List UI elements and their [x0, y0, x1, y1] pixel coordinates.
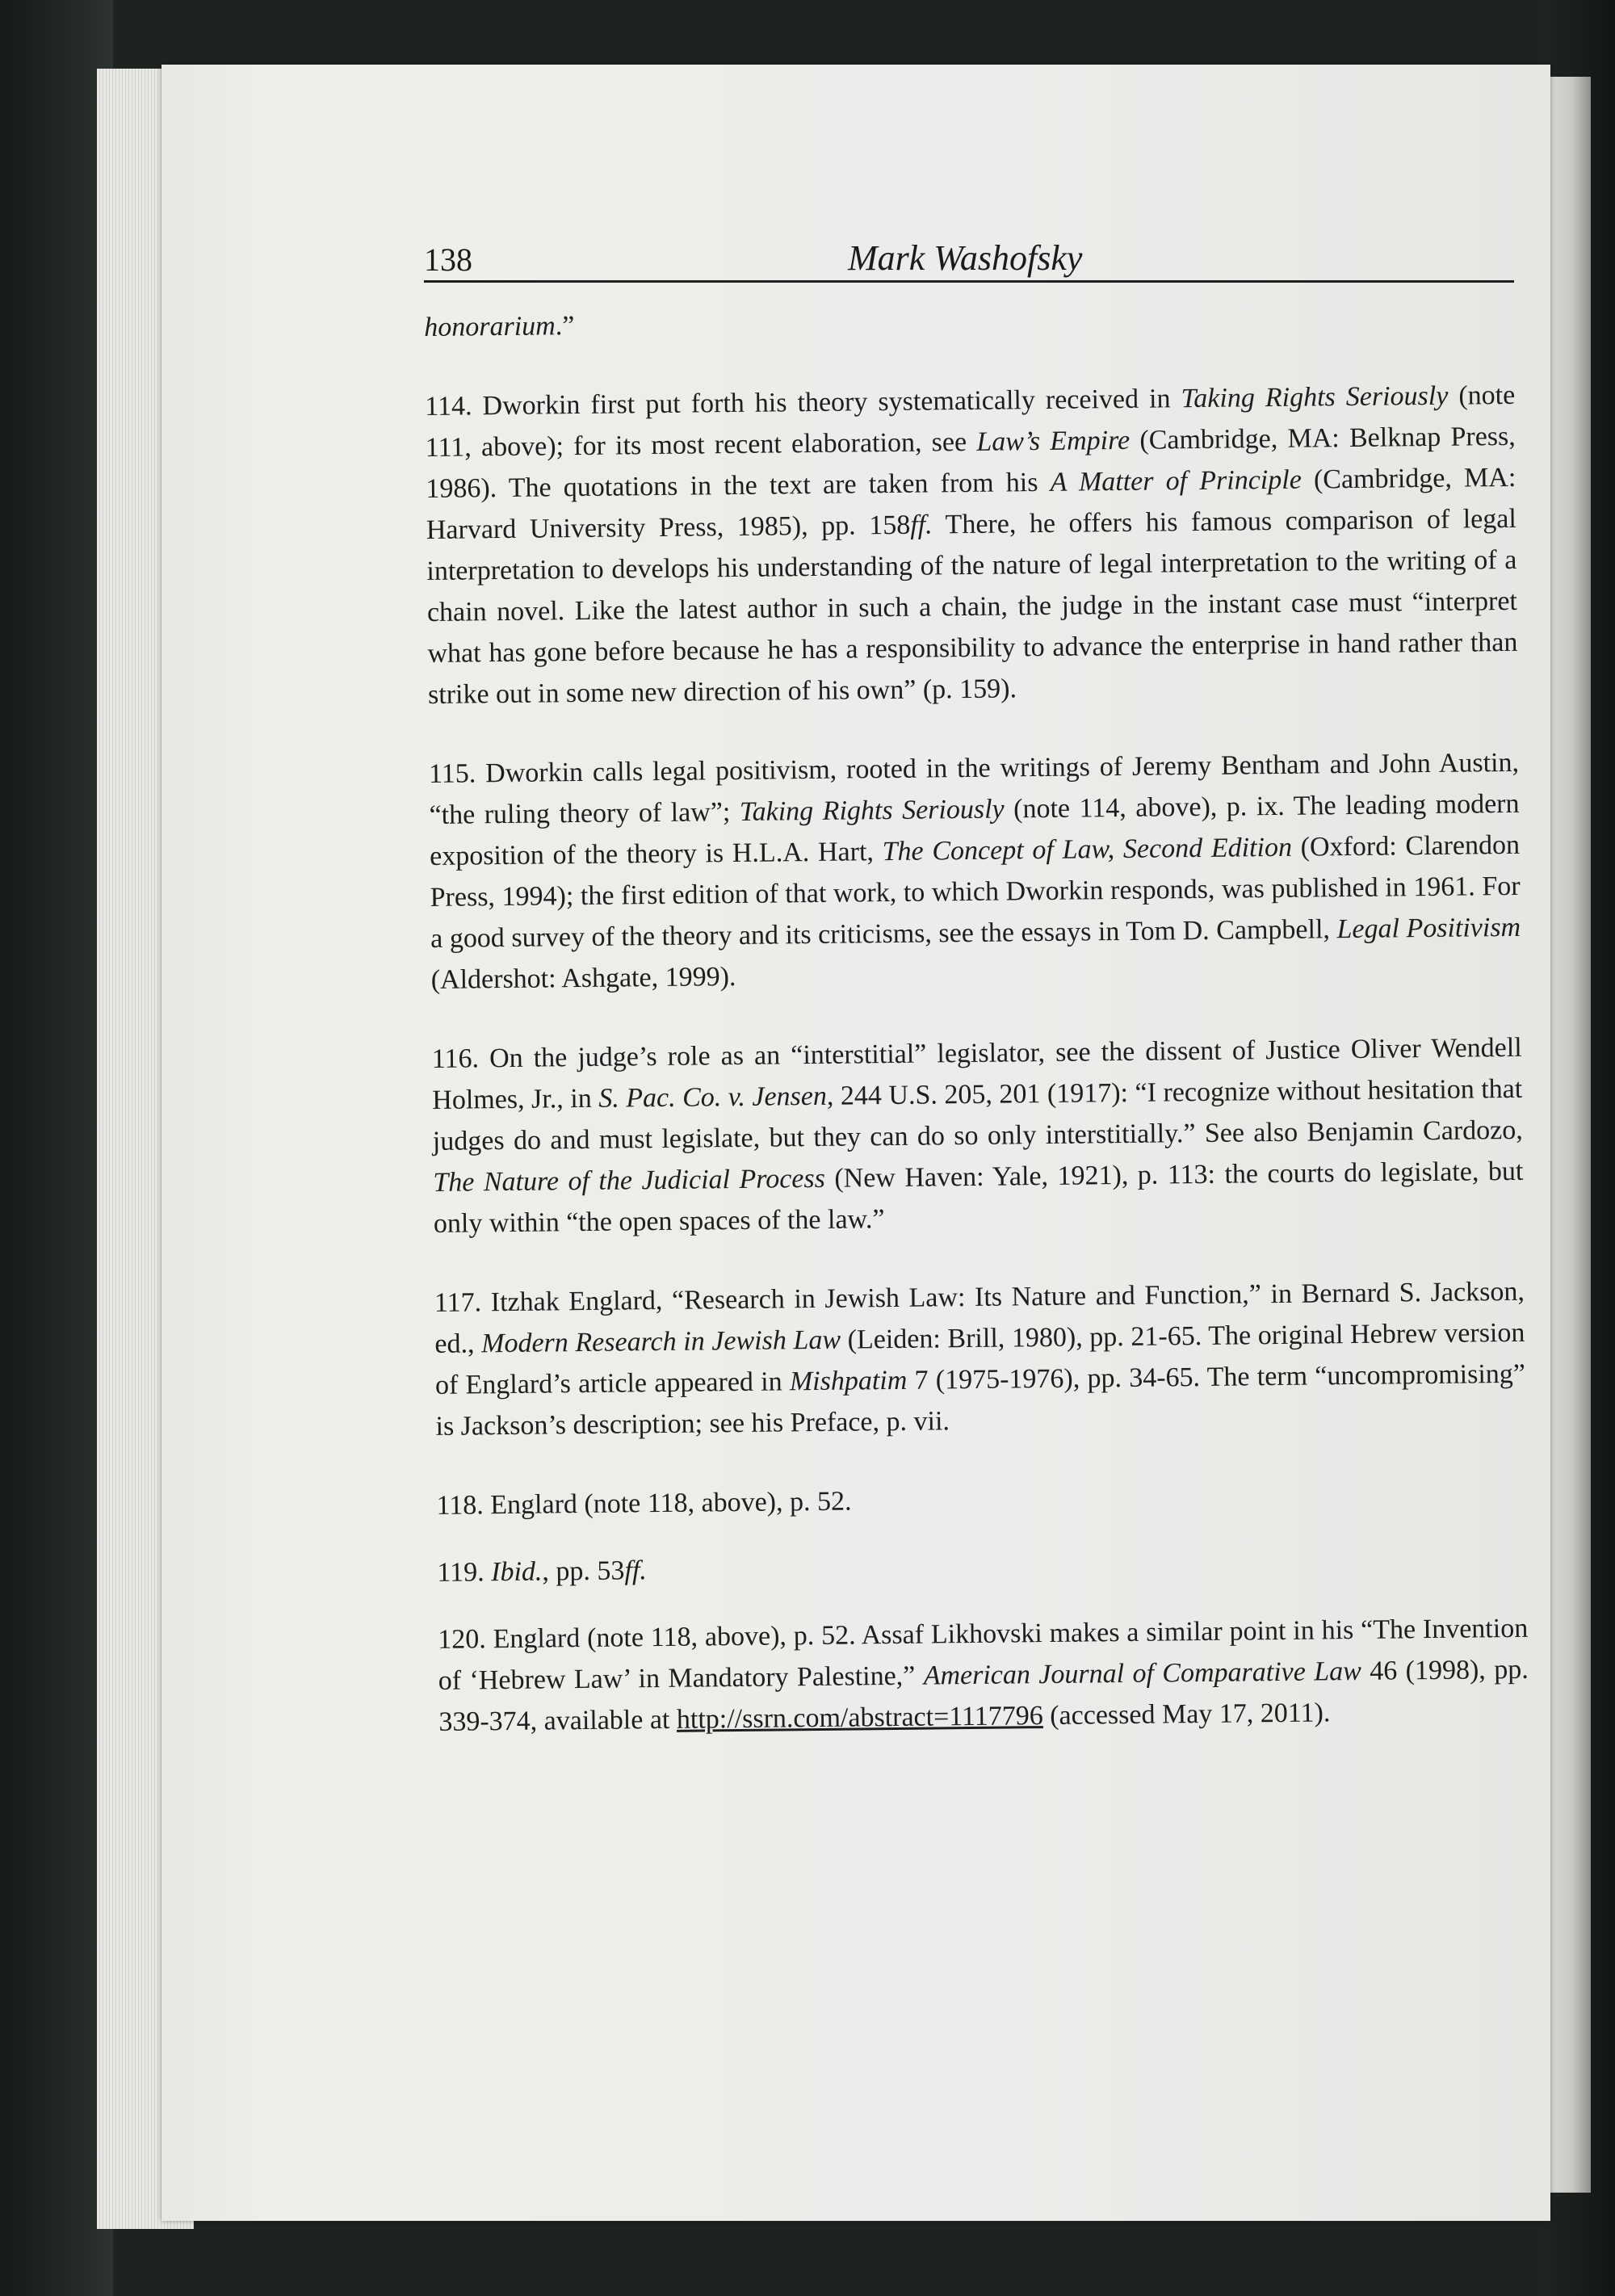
- text: Englard (note 118, above), p. 52. Assaf Likhovski makes a similar point in his “The Invention of ‘Hebrew Law’ in Mandatory Palestine,”: [438, 1613, 1529, 1696]
- text: .”: [555, 311, 575, 342]
- text: (Cambridge, MA: Belknap Press, 1986). The quotations in the text are taken from his: [426, 421, 1516, 504]
- text: 46 (1998), pp. 339-374, available at: [438, 1654, 1529, 1737]
- text: On the judge’s role as an “interstitial” legislator, see the dissent of Justice Oliver Wendell Holmes, Jr., in: [432, 1032, 1522, 1115]
- italic-title: The Concept of Law, Second Edition: [882, 832, 1293, 867]
- note-number: 118.: [436, 1490, 491, 1521]
- italic-title: A Matter of Principle: [1050, 464, 1302, 497]
- note-118: [436, 1474, 1526, 1526]
- italic-title: Mishpatim: [789, 1365, 908, 1397]
- note-number: 116.: [431, 1043, 490, 1074]
- text: 7 (1975-1976), pp. 34-65. The term “uncompromising” is Jackson’s description; see his Preface, p. vii.: [435, 1358, 1526, 1442]
- note-number: 117.: [434, 1287, 491, 1318]
- text: (Oxford: Clarendon Press, 1994); the first edition of that work, to which Dworkin responds, was published in 1961. For a good survey of the theory and its criticisms, see the essays in Tom D. Campbell,: [430, 829, 1521, 954]
- running-head: [424, 230, 1514, 283]
- facing-page-edge: [1546, 77, 1591, 2193]
- text: (note 111, above); for its most recent elaboration, see: [425, 380, 1516, 463]
- italic-title: Taking Rights Seriously: [739, 794, 1005, 827]
- italic-text: Ibid.: [490, 1556, 543, 1588]
- text: Itzhak Englard, “Research in Jewish Law: Its Nature and Function,” in Bernard S. Jackson, ed.,: [434, 1276, 1525, 1359]
- italic-title: American Journal of Comparative Law: [923, 1656, 1362, 1691]
- ssrn-link[interactable]: http://ssrn.com/abstract=1117796: [676, 1701, 1043, 1735]
- text: , 244 U.S. 205, 201 (1917): “I recognize without hesitation that judges do and must legislate, but they can do so only interstitially.” See also Benjamin Cardozo,: [432, 1073, 1523, 1156]
- italic-text: honorarium: [424, 311, 556, 342]
- italic-text: ff.: [624, 1555, 648, 1586]
- text: Dworkin first put forth his theory systematically received in: [482, 384, 1181, 422]
- text: Dworkin calls legal positivism, rooted in the writings of Jeremy Bentham and John Austin, “the ruling theory of law”;: [429, 747, 1520, 830]
- text: , pp. 53: [542, 1555, 625, 1587]
- text: (Aldershot: Ashgate, 1999).: [430, 961, 736, 995]
- endnotes: [424, 296, 1529, 1781]
- text: Englard (note 118, above), p. 52.: [490, 1486, 852, 1521]
- text: (New Haven: Yale, 1921), p. 113: the courts do legislate, but only within “the open spaces of the law.”: [433, 1156, 1524, 1239]
- note-number: 120.: [438, 1624, 493, 1655]
- italic-text: ff.: [910, 510, 933, 540]
- italic-title: Law’s Empire: [976, 425, 1130, 457]
- italic-title: Modern Research in Jewish Law: [480, 1324, 841, 1359]
- text: There, he offers his famous comparison of legal interpretation to develops his understanding of the nature of legal interpretation to the writing of a chain novel. Like the latest author in such a chain, the judge in the instant case must “interpret what has gone before because he has a responsibility to advance the enterprise in hand rather than strike out in some new direction of his own” (p. 159).: [426, 503, 1518, 710]
- italic-title: Taking Rights Seriously: [1181, 380, 1449, 414]
- text: (accessed May 17, 2011).: [1042, 1698, 1331, 1731]
- note-number: 114.: [425, 391, 483, 422]
- italic-title: The Nature of the Judicial Process: [433, 1163, 826, 1198]
- page-number: 138: [424, 241, 472, 278]
- note-119: [437, 1541, 1527, 1593]
- scan-background-left: [0, 0, 113, 2296]
- text: (note 114, above), p. ix. The leading modern exposition of the theory is H.L.A. Hart,: [429, 788, 1520, 871]
- text: (Leiden: Brill, 1980), pp. 21-65. The original Hebrew version of Englard’s article appeared in: [434, 1317, 1525, 1400]
- running-head-author: Mark Washofsky: [848, 238, 1083, 278]
- text: (Cambridge, MA: Harvard University Press, 1985), pp. 158: [426, 462, 1516, 545]
- note-116: [431, 1027, 1524, 1245]
- note-117: [434, 1271, 1526, 1447]
- italic-title: S. Pac. Co. v. Jensen: [598, 1081, 828, 1114]
- note-number: 119.: [437, 1557, 492, 1588]
- note-114: [425, 375, 1518, 716]
- note-120: [438, 1608, 1529, 1743]
- note-115: [429, 742, 1521, 1001]
- note-number: 115.: [428, 758, 486, 789]
- italic-title: Legal Positivism: [1336, 912, 1521, 945]
